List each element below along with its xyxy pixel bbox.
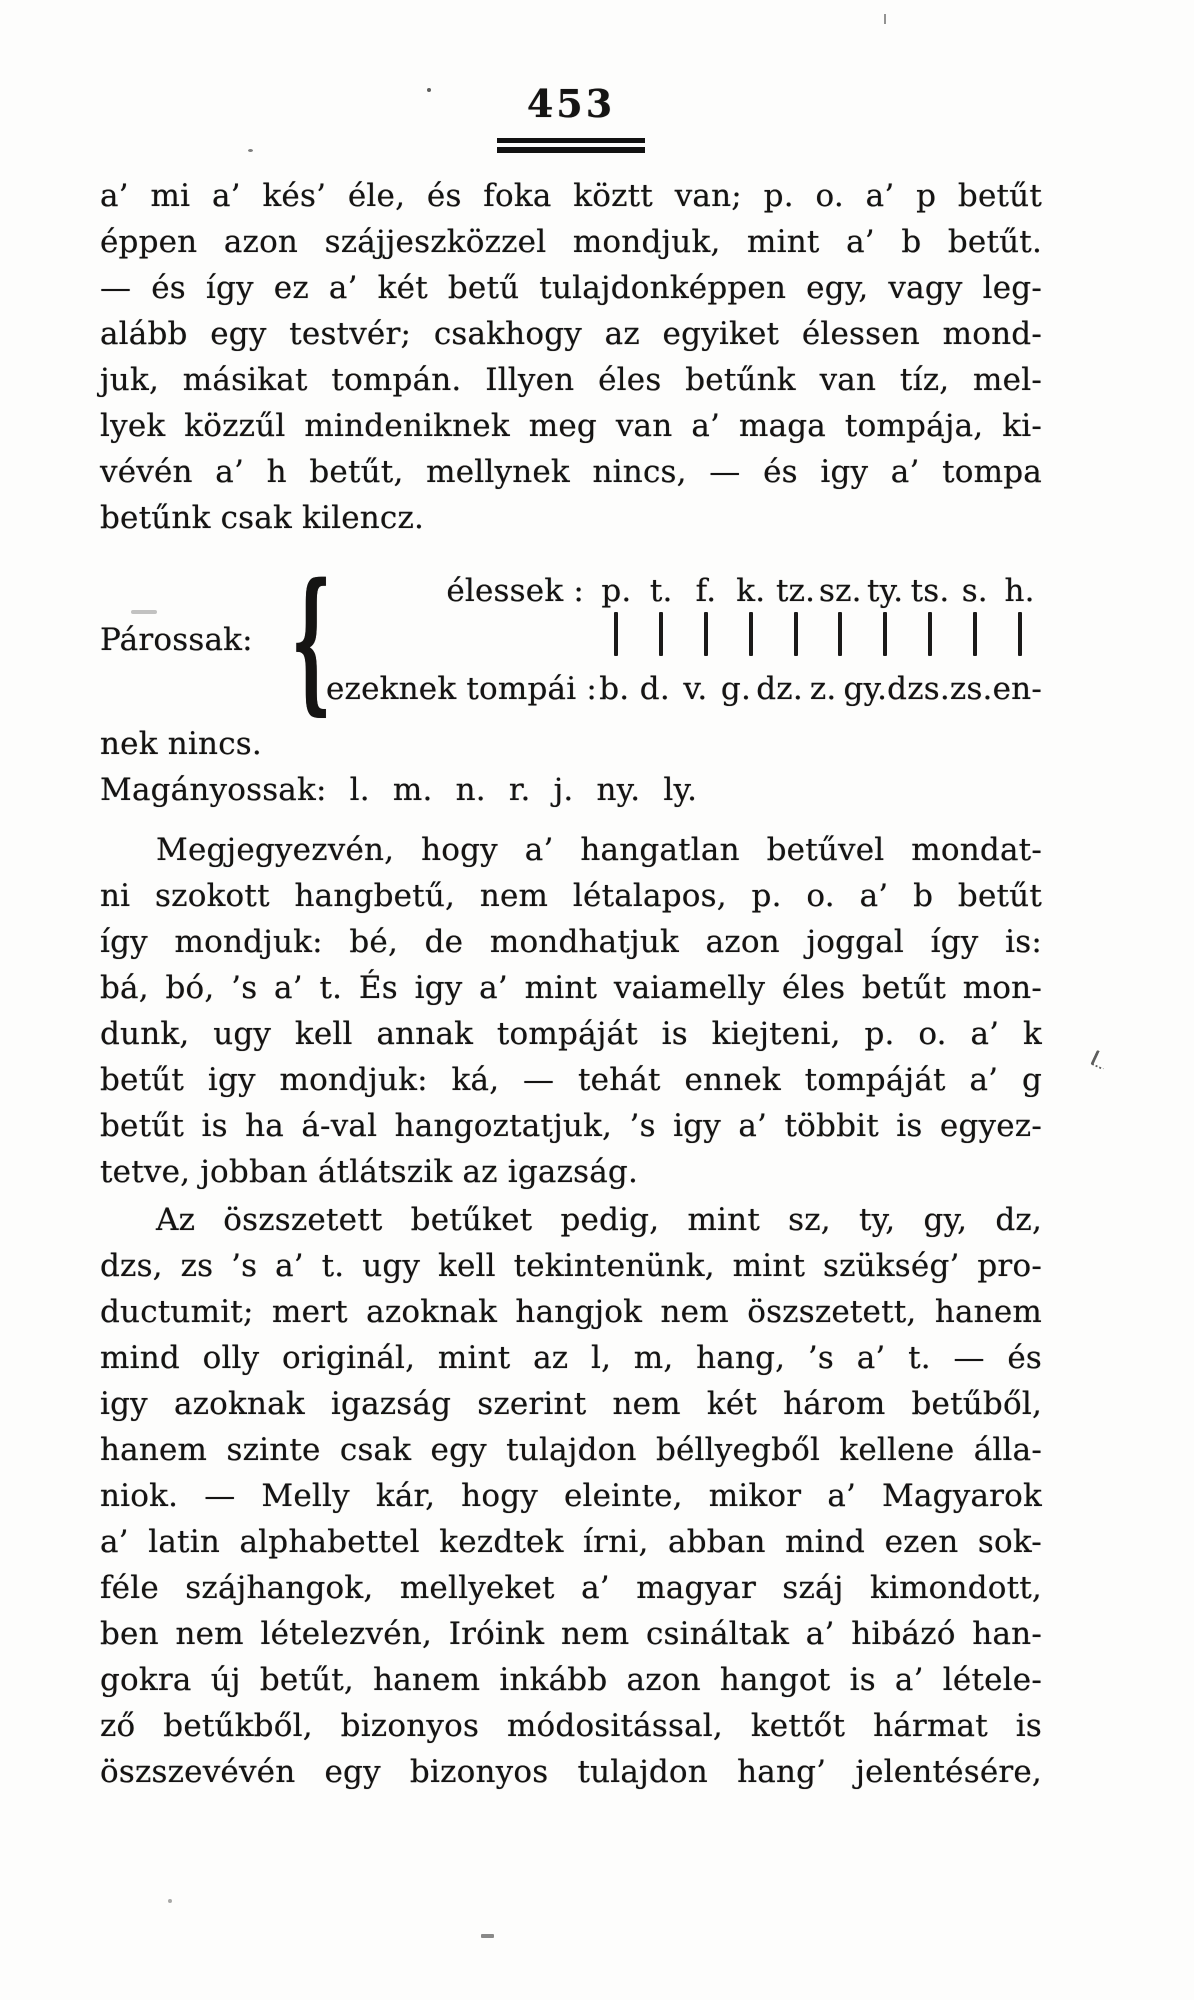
- text-line: a’ latin alphabettel kezdtek írni, abban mind ezen sok-: [100, 1524, 1042, 1560]
- sharp-letter: tz.: [775, 573, 816, 609]
- paragraph-2: [100, 827, 1042, 1195]
- sharp-letters-grid: [594, 568, 1042, 614]
- text-line: betűt is ha á-val hangoztatjuk, ’s igy a’ többit is egyez-: [100, 1108, 1042, 1144]
- blunt-letter: g.: [720, 671, 752, 707]
- connector-cell: [908, 612, 953, 669]
- blunt-letter: gy.: [843, 671, 888, 707]
- text-line: — és így ez a’ két betű tulajdonképpen egy, vagy leg-: [100, 270, 1042, 306]
- connector-cell: [952, 612, 997, 669]
- text-line: bá, bó, ’s a’ t. És igy a’ mint vaiamelly éles betűt mon-: [100, 970, 1042, 1006]
- paragraph-1: [100, 173, 1042, 541]
- pair-connector-bar: [1018, 612, 1022, 656]
- pair-connector-bar: [749, 612, 753, 656]
- blunt-letter: d.: [639, 671, 670, 707]
- pair-connector-bar: [794, 612, 798, 656]
- page-header: [100, 81, 1042, 153]
- consonant-pairs-diagram: [100, 550, 1042, 730]
- sharp-letter: sz.: [819, 573, 862, 609]
- brace-container: [290, 550, 332, 730]
- connector-cell: [773, 612, 818, 669]
- blunt-letter: v.: [683, 671, 708, 707]
- text-line: mind olly originál, mint az l, m, hang, ’s a’ t. — és: [100, 1340, 1042, 1376]
- sharp-letter: p.: [601, 573, 632, 609]
- scan-speck: [248, 149, 253, 152]
- text-line: Magányossak: l. m. n. r. j. ny. ly.: [100, 772, 698, 808]
- sharp-row-label: élessek :: [446, 573, 584, 609]
- scan-speck: [131, 610, 157, 614]
- text-line: alább egy testvér; csakhogy az egyiket élessen mond-: [100, 316, 1042, 352]
- text-line: lyek közzűl mindeniknek meg van a’ maga tompája, ki-: [100, 408, 1042, 444]
- pair-connector-bar: [973, 612, 977, 656]
- text-line: hanem szinte csak egy tulajdon béllyegből kellene álla-: [100, 1432, 1042, 1468]
- sharp-letter: k.: [736, 573, 766, 609]
- blunt-letter: z.: [809, 671, 837, 707]
- sharp-letter: s.: [961, 573, 988, 609]
- text-line: betűnk csak kilencz.: [100, 500, 425, 536]
- pair-connector-bar: [928, 612, 932, 656]
- blunt-letter: zs.: [949, 671, 993, 707]
- text-line: ző betűkből, bizonyos módositással, kettőt hármat is: [100, 1708, 1042, 1744]
- connector-cell: [728, 612, 773, 669]
- blunt-letter: b.: [599, 671, 630, 707]
- text-line: éppen azon szájjeszközzel mondjuk, mint a’ b betűt.: [100, 224, 1042, 260]
- pair-connector-bar: [614, 612, 618, 656]
- connector-cell: [639, 612, 684, 669]
- text-line: így mondjuk: bé, de mondhatjuk azon joggal így is:: [100, 924, 1042, 960]
- connector-cell: [684, 612, 729, 669]
- text-line: dzs, zs ’s a’ t. ugy kell tekintenünk, mint szükség’ pro-: [100, 1248, 1042, 1284]
- blunt-letters-row: [326, 666, 1042, 712]
- curly-brace-icon: {: [290, 550, 332, 730]
- text-line: féle szájhangok, mellyeket a’ magyar száj kimondott,: [100, 1570, 1042, 1606]
- text-line: Megjegyezvén, hogy a’ hangatlan betűvel mondat-: [156, 832, 1042, 868]
- pairs-table: [326, 568, 1042, 712]
- blunt-letter: dz.: [756, 671, 803, 707]
- text-line: nek nincs.: [100, 726, 262, 762]
- pair-connectors-grid: [594, 612, 1042, 669]
- pair-connector-bar: [704, 612, 708, 656]
- pair-connectors-row: [326, 614, 1042, 666]
- paragraph-3: [100, 1197, 1042, 1795]
- text-line: a’ mi a’ kés’ éle, és foka köztt van; p. o. a’ p betűt: [100, 178, 1042, 214]
- connector-cell: [818, 612, 863, 669]
- text-line: ductumit; mert azoknak hangjok nem öszszetett, hanem: [100, 1294, 1042, 1330]
- sharp-letter: f.: [695, 573, 717, 609]
- pair-connector-bar: [883, 612, 887, 656]
- pair-connector-bar: [659, 612, 663, 656]
- sharp-letter: t.: [649, 573, 673, 609]
- sharp-letter: ty.: [867, 573, 904, 609]
- text-line: niok. — Melly kár, hogy eleinte, mikor a’ Magyarok: [100, 1478, 1042, 1514]
- pairs-label: Párossak:: [100, 622, 253, 658]
- text-line: tetve, jobban átlátszik az igazság.: [100, 1154, 639, 1190]
- scan-ink-smudge: [1090, 1050, 1109, 1070]
- scan-speck: [481, 1934, 494, 1938]
- connector-cell: [863, 612, 908, 669]
- sharp-letters-row: [326, 568, 1042, 614]
- scan-speck: [168, 1899, 172, 1903]
- scan-speck: [884, 14, 886, 24]
- scan-speck: [427, 88, 431, 92]
- text-line: vévén a’ h betűt, mellynek nincs, — és igy a’ tompa: [100, 454, 1042, 490]
- blunt-letter: en-: [992, 671, 1042, 707]
- blunt-letters-grid: [594, 666, 1042, 712]
- text-line: dunk, ugy kell annak tompáját is kiejteni, p. o. a’ k: [100, 1016, 1042, 1052]
- text-line: gokra új betűt, hanem inkább azon hangot is a’ létele-: [100, 1662, 1042, 1698]
- page-number: 453: [526, 81, 616, 126]
- blunt-row-label: ezeknek tompái :: [326, 671, 598, 707]
- pair-connector-bar: [838, 612, 842, 656]
- blunt-letter: dzs.: [887, 671, 950, 707]
- text-line: öszszevévén egy bizonyos tulajdon hang’ jelentésére,: [100, 1754, 1042, 1790]
- header-double-rule: [497, 138, 645, 153]
- connector-cell: [997, 612, 1042, 669]
- connector-cell: [594, 612, 639, 669]
- text-line: Az öszszetett betűket pedig, mint sz, ty, gy, dz,: [156, 1202, 1042, 1238]
- text-line: ni szokott hangbetű, nem létalapos, p. o. a’ b betűt: [100, 878, 1042, 914]
- text-line: betűt igy mondjuk: ká, — tehát ennek tompáját a’ g: [100, 1062, 1042, 1098]
- text-line: juk, másikat tompán. Illyen éles betűnk van tíz, mel-: [100, 362, 1042, 398]
- page-body: [100, 173, 1042, 1795]
- text-line: igy azoknak igazság szerint nem két három betűből,: [100, 1386, 1042, 1422]
- sharp-letter: h.: [1004, 573, 1035, 609]
- text-line: ben nem lételezvén, Iróink nem csináltak a’ hibázó han-: [100, 1616, 1042, 1652]
- sharp-letter: ts.: [910, 573, 950, 609]
